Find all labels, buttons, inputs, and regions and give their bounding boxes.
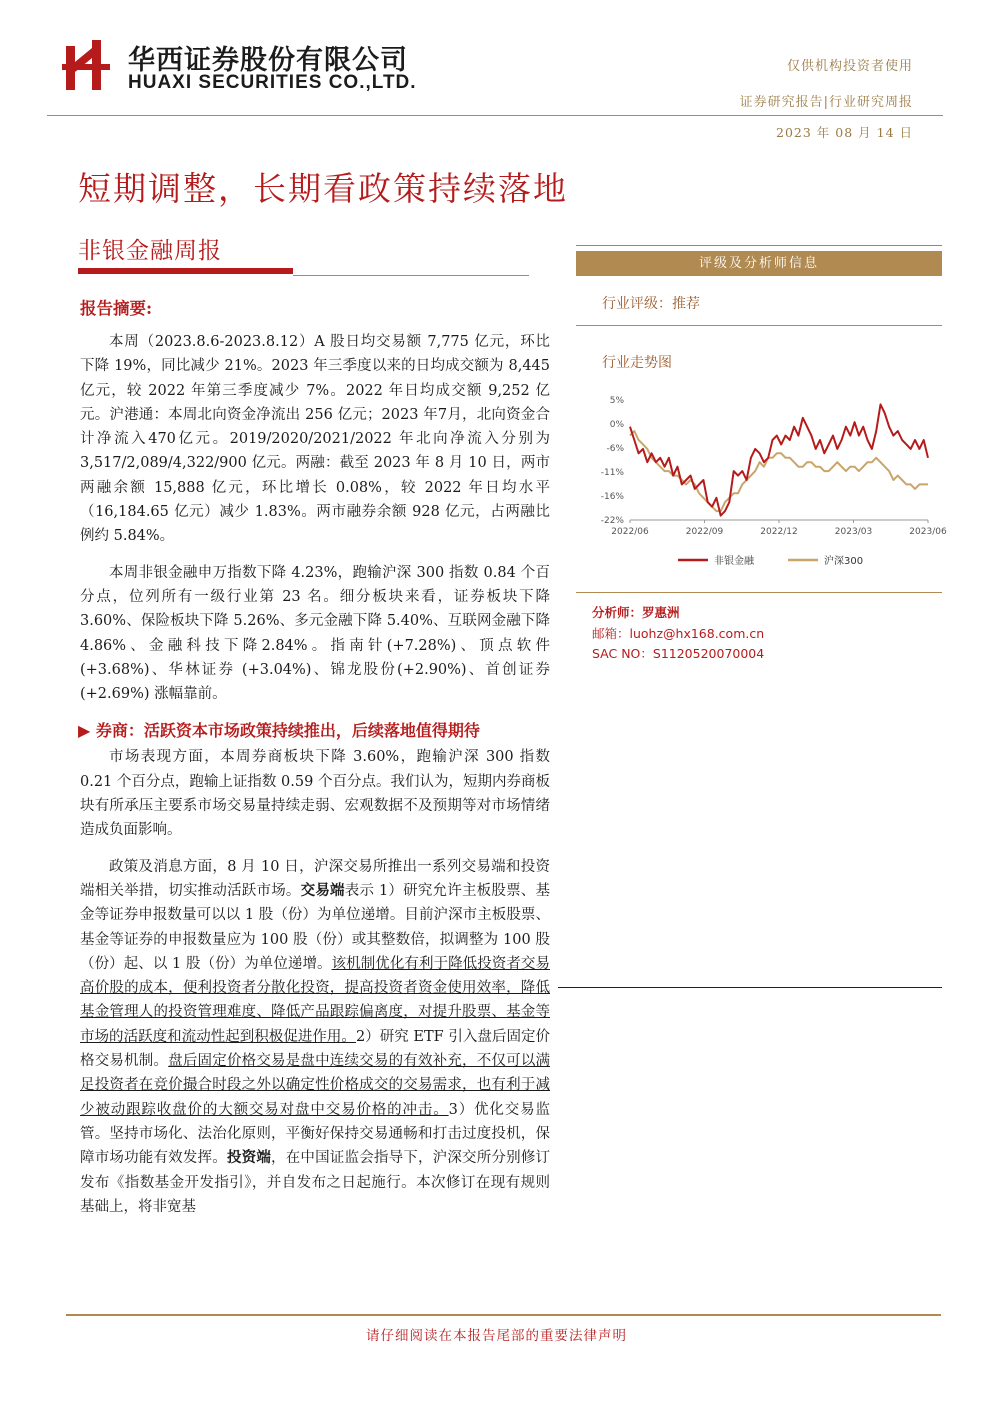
summary-heading: 报告摘要: [80, 299, 153, 318]
logo-icon [62, 38, 112, 94]
x-tick-label: 2022/12 [760, 527, 798, 537]
subtitle-bar [78, 268, 293, 274]
policy-text-d: 该机制优化有利于降低投资者交易高价股的成本，便利投资者分散化投资，提高投资者资金使用效率，降低基金管理人的投资管理难度、降低产品跟踪偏离度，对提升股票、基金等市场的活跃度和流动性起到积极促进作用。 [80, 955, 550, 1045]
series-line-0 [630, 404, 928, 515]
usage-note: 仅供机构投资者使用 [786, 59, 913, 74]
x-tick-label: 2022/06 [611, 527, 649, 537]
policy-text-c: 表示 1）研究允许主板股票、基金等证券申报数量可以以 1 股（份）为单位递增。目前沪深市主板股票、基金等证券的申报数量应为 100 股（份）或其整数倍，拟调整为 100 股（份）起、以 1 股（份）为单位递增。 [80, 882, 550, 972]
trend-chart-label: 行业走势图 [602, 355, 672, 371]
subtitle-line [293, 275, 529, 276]
section-brokers-heading: ▶ 券商：活跃资本市场政策持续推出，后续落地值得期待 [78, 721, 480, 741]
report-type: 证券研究报告|行业研究周报 [739, 95, 913, 110]
report-title: 短期调整，长期看政策持续落地 [78, 169, 568, 208]
sidebar-bottom-line [558, 987, 942, 988]
header-divider [47, 115, 943, 116]
industry-trend-chart [590, 388, 947, 573]
company-name-cn: 华西证券股份有限公司 [128, 45, 408, 76]
y-tick-label: -16% [600, 492, 624, 502]
sidebar-top-line [576, 245, 942, 246]
report-body [80, 330, 550, 1231]
y-tick-label: -22% [600, 516, 624, 526]
policy-text-f: 盘后固定价格交易是盘中连续交易的有效补充，不仅可以满足投资者在竞价撮合时段之外以确定性价格成交的交易需求，也有利于减少被动跟踪收盘价的大额交易对盘中交易价格的冲击。 [80, 1053, 551, 1118]
footer-divider [66, 1314, 941, 1316]
x-tick-label: 2023/03 [834, 527, 873, 537]
chart-divider [576, 592, 942, 593]
y-tick-label: -6% [606, 444, 624, 454]
legend-label: 沪深300 [824, 556, 864, 567]
x-tick-label: 2023/06 [909, 527, 947, 537]
y-tick-label: -11% [600, 468, 624, 478]
report-subtitle: 非银金融周报 [78, 238, 222, 264]
policy-text-a: 政策及消息方面，8 月 10 日，沪深交易所推出一系列交易端和投资端相关举措，切实推动活跃市场。 [80, 858, 550, 899]
sidebar-panel-title: 评级及分析师信息 [576, 251, 942, 276]
analyst-name: 分析师：罗惠洲 [592, 605, 680, 620]
legal-notice: 请仔细阅读在本报告尾部的重要法律声明 [366, 1328, 627, 1344]
paragraph-sector: 本周非银金融申万指数下降 4.23%，跑输沪深 300 指数 0.84 个百分点，位列所有一级行业第 23 名。细分板块来看，证券板块下降 3.60%、保险板块下降 5.26%、多元金融下降 5.40%、互联网金融下降4.86%、金融科技下降2.84%。指南针(+7.28%)、顶点软件 (+3.68%)、华林证券 (+3.04%)、锦龙股份(+2.90%)、首创证券 (+2.69%) 涨幅靠前。 [80, 564, 550, 703]
policy-text-i: ，在中国证监会指导下，沪深交所分别修订发布《指数基金开发指引》，并自发布之日起施行。本次修订在现有规则基础上，将非宽基 [80, 1150, 551, 1215]
analyst-email[interactable]: 邮箱：luohz@hx168.com.cn [592, 626, 765, 641]
policy-text-e: 2）研究 ETF 引入盘后固定价格交易机制。 [80, 1028, 550, 1070]
y-tick-label: 0% [609, 420, 624, 430]
company-name-en: HUAXI SECURITIES CO.,LTD. [128, 72, 417, 93]
paragraph-market: 市场表现方面，本周券商板块下降 3.60%，跑输沪深 300 指数 0.21 个百分点，跑输上证指数 0.59 个百分点。我们认为，短期内券商板块有所承压主要系市场交易量持续走弱、宏观数据不及预期等对市场情绪造成负面影响。 [80, 749, 550, 839]
policy-keyword-investment: 投资端 [226, 1149, 272, 1167]
analyst-sac: SAC NO：S1120520070004 [592, 646, 765, 661]
policy-text-g: 3）优化交易监管。坚持市场化、法治化原则，平衡好保持交易通畅和打击过度投机，保障市场功能有效发挥。 [80, 1101, 551, 1167]
industry-rating: 行业评级：推荐 [602, 296, 700, 312]
report-date: 2023 年 08 月 14 日 [776, 125, 913, 140]
legend-label: 非银金融 [714, 556, 754, 567]
y-tick-label: 5% [609, 396, 624, 406]
paragraph-policy [80, 855, 550, 1219]
x-tick-label: 2022/09 [685, 527, 724, 537]
rating-divider [576, 325, 942, 326]
policy-keyword-trading: 交易端 [300, 881, 345, 899]
paragraph-trading: 本周（2023.8.6-2023.8.12）A 股日均交易额 7,775 亿元，环比下降 19%，同比减少 21%。2023 年三季度以来的日均成交额为 8,445 亿元，较 2022 年第三季度减少 7%。2022 年日均成交额 9,252 亿元。沪港通：本周北向资金净流出 256 亿元；2023 年7月，北向资金合计净流入470亿元。2019/2020/2021/2022 年北向净流入分别为 3,517/2,089/4,322/900 亿元。两融：截至 2023 年 8 月 10 日，两市两融余额 15,888 亿元，环比增长 0.08%，较 2022 年日均水平（16,184.65 亿元）减少 1.83%。两市融券余额 928 亿元，占两融比例约 5.84%。 [80, 334, 550, 545]
